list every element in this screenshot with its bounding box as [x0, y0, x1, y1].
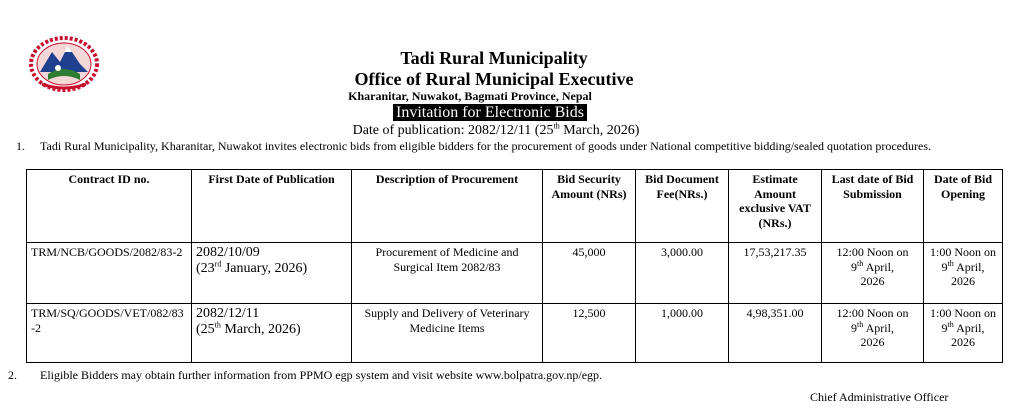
table-row: [27, 243, 1003, 304]
doc-fee-cell: 3,000.00: [636, 243, 729, 304]
bid-security-cell: 45,000: [543, 243, 636, 304]
publication-date-cell: [192, 304, 352, 363]
submission-day-sup: th: [857, 319, 864, 329]
estimate-cell: 17,53,217.35: [729, 243, 822, 304]
header-bid-security: Bid Security Amount (NRs): [543, 170, 636, 243]
opening-time: 1:00 Noon on: [930, 306, 996, 320]
opening-date-cell: [924, 243, 1003, 304]
header-last-date: Last date of Bid Submission: [822, 170, 924, 243]
paragraph-1-number: 1.: [16, 139, 25, 153]
opening-year: 2026: [951, 274, 975, 288]
opening-day-sup: th: [947, 258, 954, 268]
opening-day-num: 9: [941, 259, 948, 274]
pub-date: 2082/10/09: [196, 245, 260, 260]
publication-date: [0, 123, 1014, 139]
notice-title-text: Invitation for Electronic Bids: [393, 104, 587, 121]
submission-date-cell: [822, 243, 924, 304]
office-address: Kharanitar, Nuwakot, Bagmati Province, Nepal: [348, 89, 592, 103]
submission-year: 2026: [860, 335, 885, 349]
paragraph-2-text: Eligible Bidders may obtain further information from PPMO egp system and visit website www.bolpatra.gov.np/egp.: [40, 368, 603, 382]
opening-date-cell: [924, 304, 1003, 363]
pub-alt-pre: (25: [196, 322, 215, 337]
doc-fee-cell: 1,000.00: [636, 304, 729, 363]
opening-month: April,: [953, 259, 985, 274]
submission-day-sup: th: [857, 258, 864, 268]
contract-id-cell: TRM/NCB/GOODS/2082/83-2: [27, 243, 192, 304]
header-first-date: First Date of Publication: [192, 170, 352, 243]
header-description: Description of Procurement: [352, 170, 543, 243]
submission-month: April,: [863, 259, 894, 274]
office-title: Office of Rural Municipal Executive: [354, 69, 634, 89]
bids-table: [26, 169, 1003, 363]
header-contract-id: Contract ID no.: [27, 170, 192, 243]
municipality-title: Tadi Rural Municipality: [400, 48, 588, 68]
table-header-row: [27, 170, 1003, 243]
publication-date-suffix: March, 2026): [559, 123, 640, 138]
paragraph-2-number: 2.: [8, 368, 17, 382]
bid-security-cell: 12,500: [543, 304, 636, 363]
estimate-cell: 4,98,351.00: [729, 304, 822, 363]
opening-day-num: 9: [941, 320, 948, 335]
pub-alt-sup: th: [214, 320, 221, 330]
pub-date-alt: [196, 322, 347, 338]
header-estimate: Estimate Amount exclusive VAT (NRs.): [729, 170, 822, 243]
pub-date: 2082/12/11: [196, 306, 260, 321]
signatory-title: Chief Administrative Officer: [810, 390, 949, 404]
submission-time: 12:00 Noon on: [836, 245, 909, 259]
submission-date-cell: [822, 304, 924, 363]
pub-alt-post: January, 2026): [221, 261, 308, 276]
publication-date-main: Date of publication: 2082/12/11 (25: [352, 123, 554, 138]
opening-day: [928, 321, 998, 336]
submission-month: April,: [863, 320, 894, 335]
opening-month: April,: [953, 320, 985, 335]
description-cell: Procurement of Medicine and Surgical Item 2082/83: [352, 243, 543, 304]
submission-year: 2026: [860, 274, 885, 288]
opening-year: 2026: [951, 335, 975, 349]
submission-day-num: 9: [851, 259, 858, 274]
submission-time: 12:00 Noon on: [836, 306, 909, 320]
description-cell: Supply and Delivery of Veterinary Medicine Items: [352, 304, 543, 363]
table-row: [27, 304, 1003, 363]
pub-alt-post: March, 2026): [220, 322, 301, 337]
pub-date-alt: [196, 261, 347, 277]
publication-date-sup: th: [553, 121, 560, 131]
publication-date-cell: [192, 243, 352, 304]
submission-day: [826, 321, 919, 336]
opening-day: [928, 260, 998, 275]
contract-id-cell: TRM/SQ/GOODS/VET/082/83-2: [27, 304, 192, 363]
header-doc-fee: Bid Document Fee(NRs.): [636, 170, 729, 243]
paragraph-1-text: Tadi Rural Municipality, Kharanitar, Nuwakot invites electronic bids from eligible bidders for the procurement of goods under National competitive bidding/sealed quotation procedures.: [40, 139, 931, 153]
opening-day-sup: th: [947, 319, 954, 329]
header-opening-date: Date of Bid Opening: [924, 170, 1003, 243]
submission-day: [826, 260, 919, 275]
pub-alt-sup: rd: [214, 259, 222, 269]
submission-day-num: 9: [851, 320, 858, 335]
pub-alt-pre: (23: [196, 261, 215, 276]
notice-title: [0, 104, 1008, 122]
opening-time: 1:00 Noon on: [930, 245, 996, 259]
